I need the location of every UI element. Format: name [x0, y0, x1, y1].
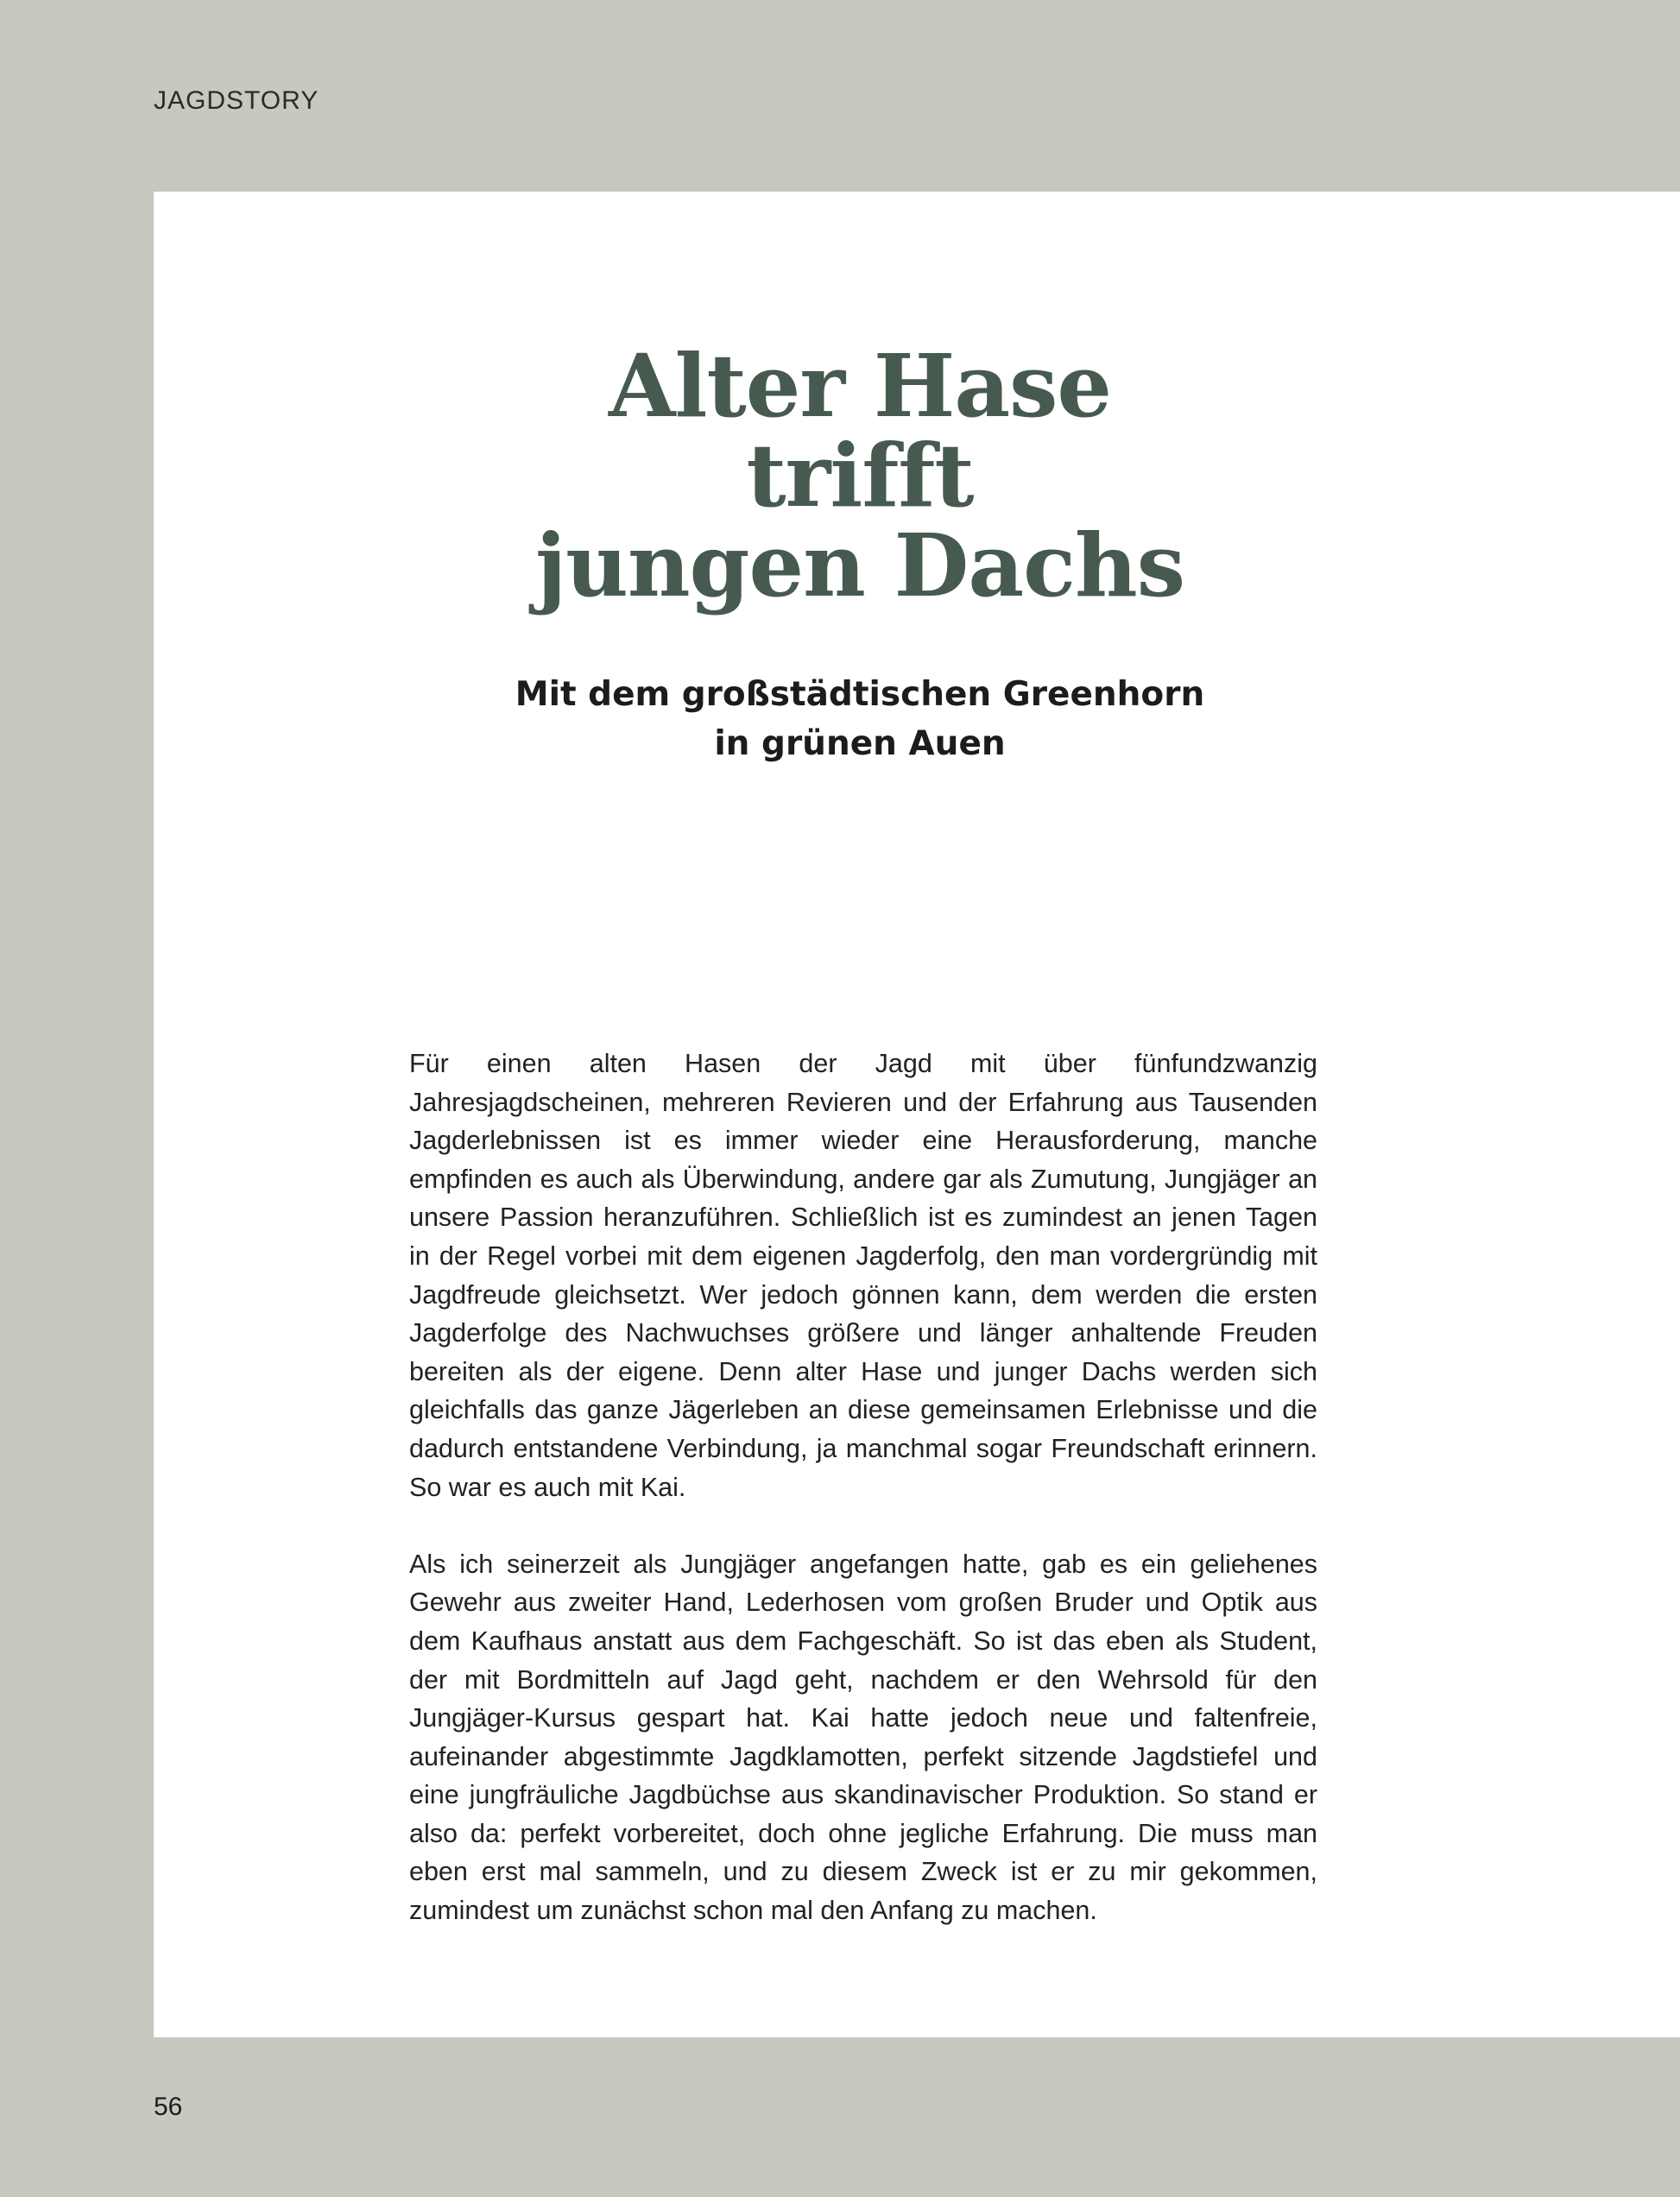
- title-line: Alter Hase: [608, 335, 1112, 437]
- subtitle-line: Mit dem großstädtischen Greenhorn: [515, 675, 1205, 714]
- page-number: 56: [154, 2093, 183, 2121]
- title-line: trifft: [746, 425, 974, 527]
- article-title: [0, 335, 1680, 616]
- article-subtitle: [0, 670, 1680, 768]
- title-line: jungen Dachs: [534, 515, 1185, 616]
- article-body: [409, 1045, 1317, 1968]
- body-paragraph: Als ich seinerzeit als Jungjäger angefangen hatte, gab es ein geliehenes Gewehr aus zweiter Hand, Lederhosen vom großen Bruder und Optik aus dem Kaufhaus anstatt aus dem Fachgeschäft. So ist das eben als Student, der mit Bordmitteln auf Jagd geht, nachdem er den Wehrsold für den Jungjäger-Kursus gespart hat. Kai hatte jedoch neue und faltenfreie, aufeinander abgestimmte Jagdklamotten, perfekt sitzende Jagdstiefel und eine jungfräuliche Jagdbüchse aus skandinavischer Produktion. So stand er also da: perfekt vorbereitet, doch ohne jegliche Erfahrung. Die muss man eben erst mal sammeln, und zu diesem Zweck ist er zu mir gekommen, zumindest um zunächst schon mal den Anfang zu machen.: [409, 1549, 1317, 1926]
- section-label: JAGDSTORY: [154, 86, 319, 115]
- body-paragraph: Für einen alten Hasen der Jagd mit über fünfundzwanzig Jahresjagdscheinen, mehreren Revieren und der Erfahrung aus Tausenden Jagderlebnissen ist es immer wieder eine Herausforderung, manche empfinden es auch als Überwindung, andere gar als Zumutung, Jungjäger an unsere Passion heranzuführen. Schließlich ist es zumindest an jenen Tagen in der Regel vorbei mit dem eigenen Jagderfolg, den man vordergründig mit Jagdfreude gleichsetzt. Wer jedoch gönnen kann, dem werden die ersten Jagderfolge des Nachwuchses größere und länger anhaltende Freuden bereiten als der eigene. Denn alter Hase und junger Dachs werden sich gleichfalls das ganze Jägerleben an diese gemeinsamen Erlebnisse und die dadurch entstandene Verbindung, ja manchmal sogar Freundschaft erinnern. So war es auch mit Kai.: [409, 1049, 1317, 1502]
- subtitle-line: in grünen Auen: [714, 724, 1006, 763]
